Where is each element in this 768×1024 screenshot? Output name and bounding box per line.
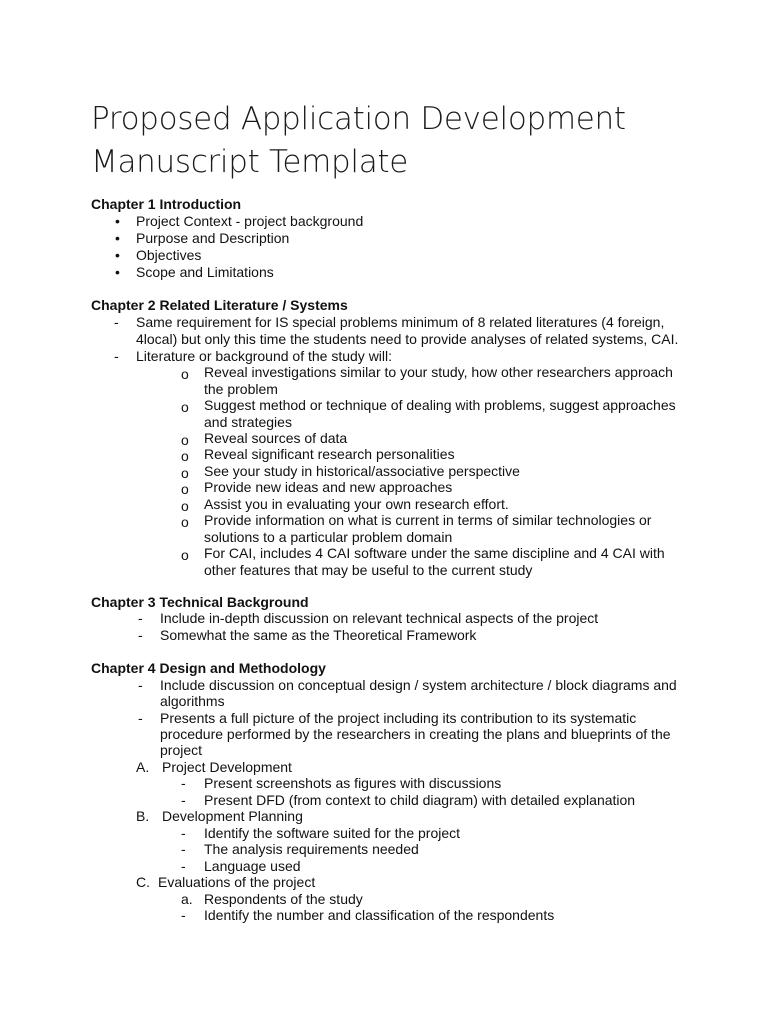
- section-heading: Project Development: [162, 759, 292, 775]
- circle-marker: o: [181, 498, 189, 514]
- ch2-subitem: the problem: [204, 381, 278, 397]
- bullet-marker: •: [115, 264, 120, 280]
- chapter-4-heading: Chapter 4 Design and Methodology: [91, 660, 326, 676]
- dash-marker: -: [181, 825, 186, 841]
- dash-marker: -: [138, 710, 143, 726]
- dash-marker: -: [181, 775, 186, 791]
- circle-marker: o: [181, 514, 189, 530]
- dash-marker: -: [114, 314, 119, 330]
- bullet-marker: •: [115, 247, 120, 263]
- section-item: The analysis requirements needed: [204, 841, 419, 857]
- ch1-item: Project Context - project background: [136, 213, 364, 229]
- circle-marker: o: [181, 481, 189, 497]
- ch2-subitem: See your study in historical/associative perspective: [204, 463, 520, 479]
- ch2-subitem: and strategies: [204, 414, 292, 430]
- bullet-marker: •: [115, 213, 120, 229]
- chapter-1-heading: Chapter 1 Introduction: [91, 196, 242, 212]
- chapter-3-heading: Chapter 3 Technical Background: [91, 594, 309, 610]
- dash-marker: -: [138, 627, 143, 643]
- ch2-item-line: 4local) but only this time the students need to provide analyses of related systems, CAI.: [136, 331, 679, 347]
- chapter-2-heading: Chapter 2 Related Literature / Systems: [91, 297, 348, 313]
- ch1-item: Purpose and Description: [136, 230, 290, 246]
- circle-marker: o: [181, 448, 189, 464]
- dash-marker: -: [181, 792, 186, 808]
- dash-marker: -: [181, 858, 186, 874]
- section-heading: Evaluations of the project: [158, 874, 316, 890]
- ch4-item-line: algorithms: [160, 693, 225, 709]
- section-item: Present DFD (from context to child diagram) with detailed explanation: [204, 792, 636, 808]
- subsection-marker-a: a.: [181, 891, 193, 907]
- ch2-subitem: For CAI, includes 4 CAI software under the same discipline and 4 CAI with: [204, 545, 665, 561]
- title-line-1: Proposed Application Development: [91, 101, 626, 137]
- circle-marker: o: [181, 366, 189, 382]
- ch2-subitem: Reveal investigations similar to your study, how other researchers approach: [204, 364, 673, 380]
- section-item: Present screenshots as figures with discussions: [204, 775, 502, 791]
- ch2-item-line: Same requirement for IS special problems minimum of 8 related literatures (4 foreign,: [136, 314, 665, 330]
- ch1-item: Objectives: [136, 247, 202, 263]
- section-item: Language used: [204, 858, 301, 874]
- circle-marker: o: [181, 465, 189, 481]
- ch2-subitem: Suggest method or technique of dealing with problems, suggest approaches: [204, 397, 676, 413]
- ch4-item-line: Include discussion on conceptual design / system architecture / block diagrams and: [160, 677, 677, 693]
- ch3-item: Somewhat the same as the Theoretical Framework: [160, 627, 477, 643]
- ch4-item-line: procedure performed by the researchers in creating the plans and blueprints of the: [160, 726, 671, 742]
- dash-marker: -: [181, 841, 186, 857]
- ch2-subitem: Provide information on what is current in terms of similar technologies or: [204, 512, 652, 528]
- ch2-subitem: Reveal significant research personalities: [204, 446, 455, 462]
- section-marker-b: B.: [136, 808, 150, 824]
- ch2-item-line: Literature or background of the study will:: [136, 348, 393, 364]
- bullet-marker: •: [115, 230, 120, 246]
- circle-marker: o: [181, 399, 189, 415]
- title-line-2: Manuscript Template: [91, 144, 409, 180]
- ch4-item-line: project: [160, 742, 203, 758]
- section-marker-c: C.: [136, 874, 150, 890]
- circle-marker: o: [181, 432, 189, 448]
- dash-marker: -: [181, 907, 186, 923]
- ch4-item-line: Presents a full picture of the project including its contribution to its systematic: [160, 710, 637, 726]
- section-heading: Development Planning: [162, 808, 303, 824]
- dash-marker: -: [138, 610, 143, 626]
- section-item: Identify the software suited for the project: [204, 825, 461, 841]
- ch1-item: Scope and Limitations: [136, 264, 274, 280]
- circle-marker: o: [181, 547, 189, 563]
- ch2-subitem: Provide new ideas and new approaches: [204, 479, 453, 495]
- ch2-subitem: Reveal sources of data: [204, 430, 348, 446]
- ch2-subitem: solutions to a particular problem domain: [204, 529, 453, 545]
- ch2-subitem: Assist you in evaluating your own research effort.: [204, 496, 509, 512]
- section-item: Identify the number and classification of the respondents: [204, 907, 555, 923]
- ch3-item: Include in-depth discussion on relevant technical aspects of the project: [160, 610, 599, 626]
- ch2-subitem: other features that may be useful to the current study: [204, 562, 533, 578]
- section-marker-a: A.: [136, 759, 150, 775]
- document-title: [91, 98, 731, 184]
- dash-marker: -: [114, 348, 119, 364]
- dash-marker: -: [138, 677, 143, 693]
- subsection-heading: Respondents of the study: [204, 891, 363, 907]
